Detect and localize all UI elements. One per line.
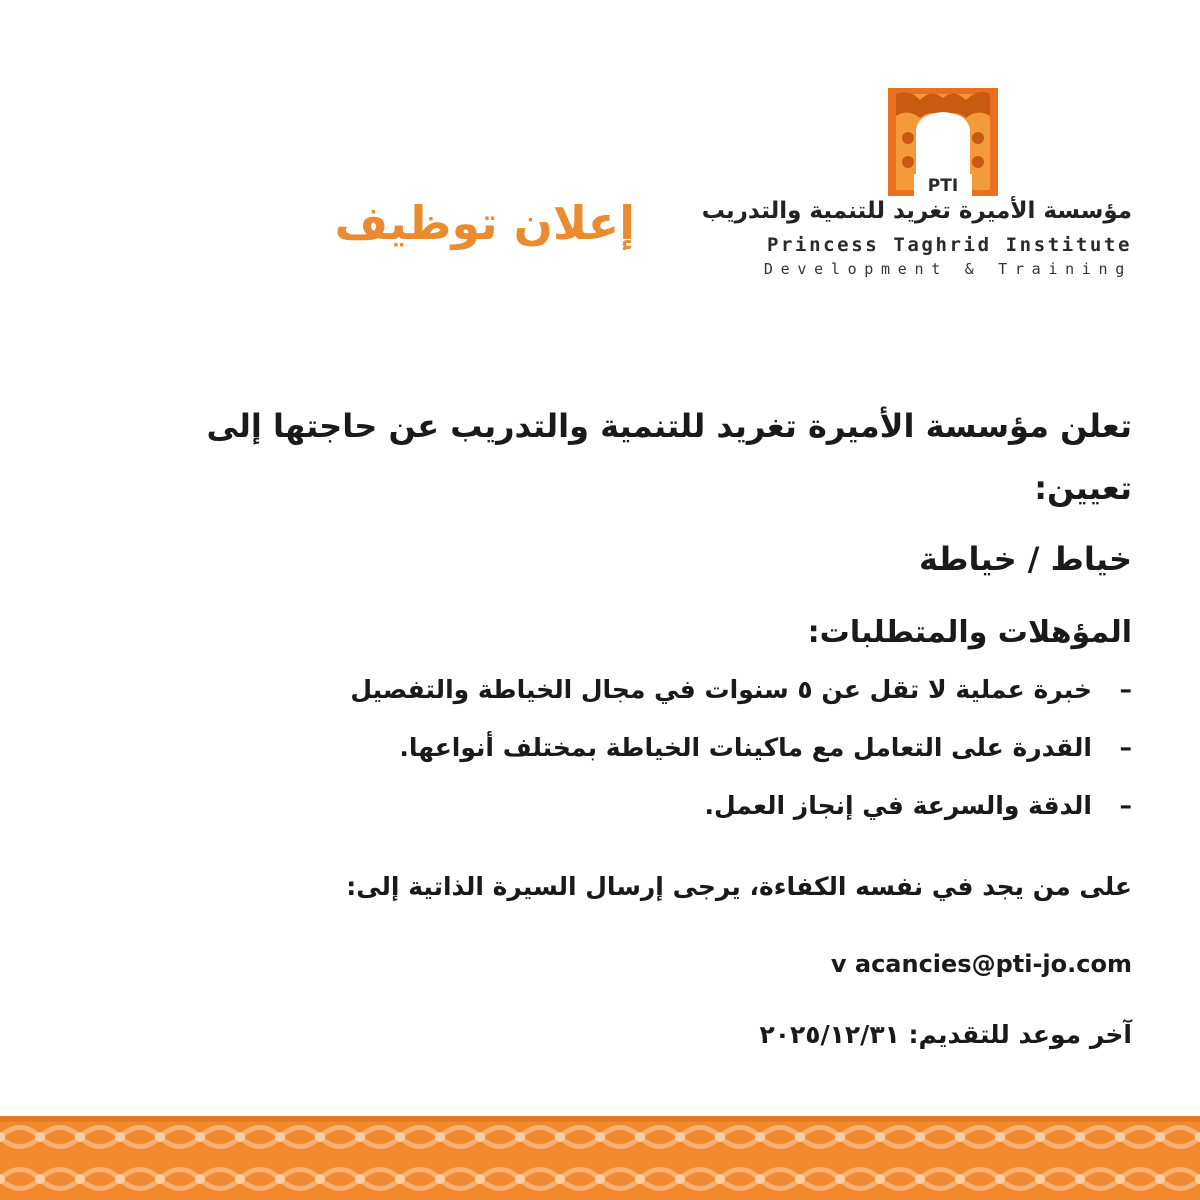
- bullet-dash: –: [1119, 791, 1132, 820]
- requirement-item: [350, 733, 1132, 791]
- contact-email-link[interactable]: v acancies@pti-jo.com: [830, 950, 1132, 978]
- decorative-footer-pattern: [0, 1116, 1200, 1200]
- requirement-text: خبرة عملية لا تقل عن ٥ سنوات في مجال الخياطة والتفصيل: [350, 675, 1092, 704]
- requirement-text: القدرة على التعامل مع ماكينات الخياطة بمختلف أنواعها.: [399, 733, 1092, 762]
- page-title: إعلان توظيف: [334, 196, 635, 250]
- intro-paragraph: تعلن مؤسسة الأميرة تغريد للتنمية والتدريب عن حاجتها إلى تعيين:: [206, 407, 1132, 507]
- apply-instructions: على من يجد في نفسه الكفاءة، يرجى إرسال السيرة الذاتية إلى:: [346, 872, 1132, 901]
- logo-name-english: Princess Taghrid Institute: [766, 234, 1132, 256]
- requirement-item: [350, 675, 1132, 733]
- logo-badge-text: PTI: [927, 176, 959, 196]
- job-position: خياط / خياطة: [918, 540, 1132, 578]
- arch-logo-icon: [888, 88, 998, 196]
- requirement-text: الدقة والسرعة في إنجاز العمل.: [704, 791, 1092, 820]
- requirements-heading: المؤهلات والمتطلبات:: [807, 615, 1132, 650]
- logo-subtitle-english: Development & Training: [763, 260, 1132, 278]
- bullet-dash: –: [1119, 733, 1132, 762]
- institute-logo: [701, 88, 1140, 288]
- requirements-list: [350, 675, 1132, 849]
- application-deadline: آخر موعد للتقديم: ٢٠٢٥/١٢/٣١: [759, 1020, 1132, 1049]
- requirement-item: [350, 791, 1132, 849]
- logo-name-arabic: مؤسسة الأميرة تغريد للتنمية والتدريب: [701, 198, 1132, 224]
- bullet-dash: –: [1119, 675, 1132, 704]
